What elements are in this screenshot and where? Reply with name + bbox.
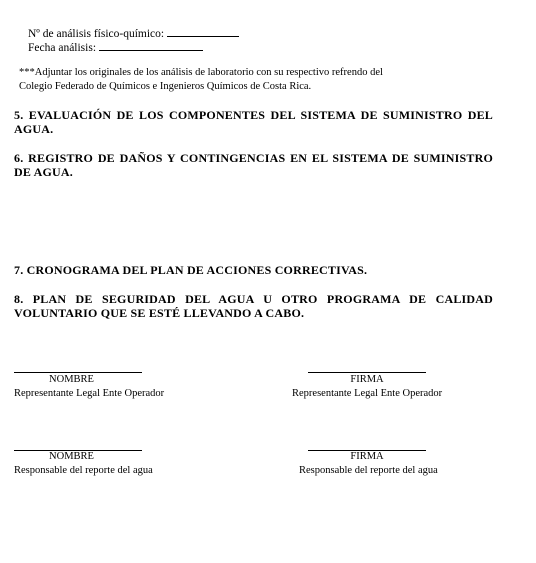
section-6-heading-line-1: 6. REGISTRO DE DAÑOS Y CONTINGENCIAS EN EL SISTEMA DE SUMINISTRO [14,151,493,165]
lab-note-line-1: ***Adjuntar los originales de los análisis de laboratorio con su respectivo refrendo del [19,67,383,78]
section-8-heading-line-2: VOLUNTARIO QUE SE ESTÉ LLEVANDO A CABO. [14,306,305,320]
report-responsible-role-right: Responsable del reporte del agua [299,465,438,476]
legal-representative-role-right: Representante Legal Ente Operador [292,388,443,399]
analysis-date-label: Fecha análisis: [28,42,97,54]
section-5-heading-line-2: AGUA. [14,122,54,136]
section-7-heading: 7. CRONOGRAMA DEL PLAN DE ACCIONES CORRECTIVAS. [14,263,368,277]
analysis-date-field [28,39,203,55]
report-responsible-role-left: Responsable del reporte del agua [14,465,153,476]
firma-label-2: FIRMA [350,451,384,462]
firma-label: FIRMA [350,374,384,385]
analysis-number-blank[interactable] [167,25,239,37]
section-6-heading-line-2: DE AGUA. [14,165,73,179]
lab-note-line-2: Colegio Federado de Químicos e Ingenieros Químicos de Costa Rica. [19,81,312,92]
legal-representative-role-left: Representante Legal Ente Operador [14,388,165,399]
firma-signature-line[interactable] [308,372,426,373]
section-5-heading-line-1: 5. EVALUACIÓN DE LOS COMPONENTES DEL SISTEMA DE SUMINISTRO DEL [14,108,493,122]
name-label-2: NOMBRE [49,451,94,462]
analysis-date-blank[interactable] [99,39,203,51]
analysis-number-label: Nº de análisis físico-químico: [28,28,165,40]
name-label: NOMBRE [49,374,94,385]
section-8-heading-line-1: 8. PLAN DE SEGURIDAD DEL AGUA U OTRO PROGRAMA DE CALIDAD [14,292,493,306]
name-signature-line[interactable] [14,372,142,373]
